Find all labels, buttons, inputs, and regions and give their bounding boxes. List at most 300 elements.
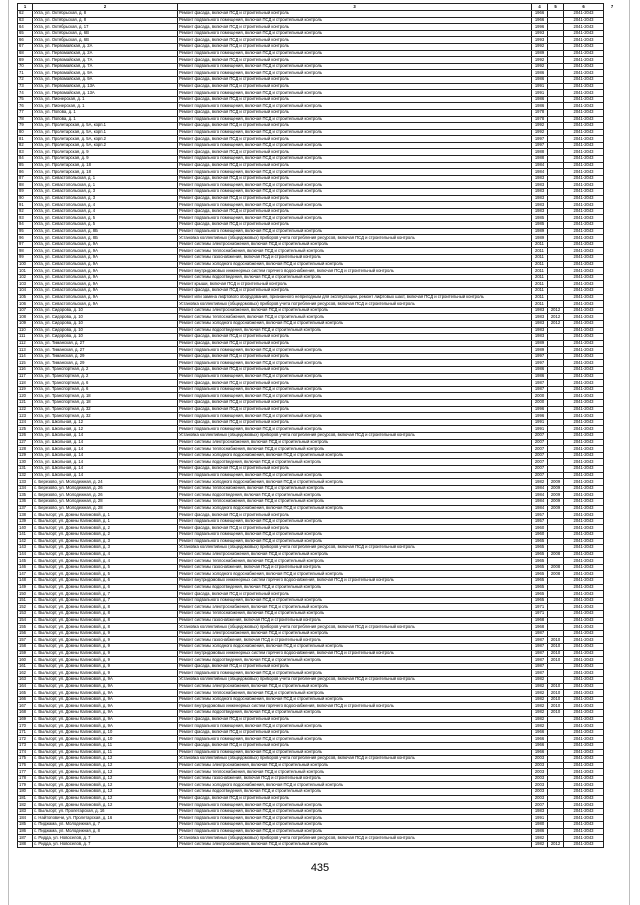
address: с. Выльгорт, ул. Домны Каликовой, д. 9А bbox=[33, 676, 178, 683]
address: Ухта, ул. Пролетарская, д. 5А, корп.1 bbox=[33, 123, 178, 130]
address: с. Выльгорт, ул. Домны Каликовой, д. 12 bbox=[33, 769, 178, 776]
table-row bbox=[18, 723, 621, 730]
last-repair-year: 2009 bbox=[548, 479, 564, 486]
last-repair-year bbox=[548, 340, 564, 347]
table-row bbox=[18, 479, 621, 486]
work-description: Ремонт подвального помещения, включая ПСД и строительный контроль bbox=[178, 518, 532, 525]
last-repair-year bbox=[548, 162, 564, 169]
table-row bbox=[18, 96, 621, 103]
row-number: 137 bbox=[18, 505, 33, 512]
commission-year: 1982 bbox=[532, 479, 548, 486]
last-repair-year bbox=[548, 334, 564, 341]
work-description: Ремонт системы холодного водоснабжения, включая ПСД и строительный контроль bbox=[178, 261, 532, 268]
commission-year: 2007 bbox=[532, 472, 548, 479]
last-repair-year bbox=[548, 419, 564, 426]
row-number: 143 bbox=[18, 545, 33, 552]
address: Ухта, ул. Севастопольская, д. 9А bbox=[33, 281, 178, 288]
table-row bbox=[18, 657, 621, 664]
table-row bbox=[18, 189, 621, 196]
work-description: Ремонт подвального помещения, включая ПСД и строительный контроль bbox=[178, 597, 532, 604]
planned-period: 2041-2043 bbox=[564, 162, 604, 169]
table-row bbox=[18, 676, 621, 683]
commission-year: 2007 bbox=[532, 446, 548, 453]
planned-period: 2041-2043 bbox=[564, 314, 604, 321]
address: с. Выльгорт, ул. Домны Каликовой, д. 1 bbox=[33, 518, 178, 525]
work-description: Ремонт подвального помещения, включая ПСД и строительный контроль bbox=[178, 228, 532, 235]
table-row bbox=[18, 498, 621, 505]
table-row bbox=[18, 426, 621, 433]
commission-year: 1988 bbox=[532, 149, 548, 156]
commission-year: 1987 bbox=[532, 644, 548, 651]
planned-period: 2041-2043 bbox=[564, 63, 604, 70]
last-repair-year bbox=[548, 380, 564, 387]
planned-period: 2041-2043 bbox=[564, 558, 604, 565]
address: с. Выльгорт, ул. Домны Каликовой, д. 7 bbox=[33, 597, 178, 604]
planned-period: 2041-2043 bbox=[564, 367, 604, 374]
planned-period: 2041-2043 bbox=[564, 360, 604, 367]
work-description: Ремонт подвального помещения, включая ПСД и строительный контроль bbox=[178, 50, 532, 57]
commission-year: 1992 bbox=[532, 123, 548, 130]
planned-period: 2041-2043 bbox=[564, 439, 604, 446]
work-description: Установка коллективных (общедомовых) приборов учета потребления ресурсов, включая ПСД и строительный контроль bbox=[178, 235, 532, 242]
work-description: Ремонт фасада, включая ПСД и строительный контроль bbox=[178, 37, 532, 44]
last-repair-year bbox=[548, 742, 564, 749]
last-repair-year bbox=[548, 789, 564, 796]
row-number: 138 bbox=[18, 512, 33, 519]
commission-year: 2007 bbox=[532, 459, 548, 466]
commission-year: 1986 bbox=[532, 76, 548, 83]
row-number: 181 bbox=[18, 795, 33, 802]
address: Ухта, ул. Пролетарская, д. 5А, корп.1 bbox=[33, 129, 178, 136]
commission-year: 1968 bbox=[532, 617, 548, 624]
address: с. Ридда, ул. Новоселов, д. 7 bbox=[33, 835, 178, 842]
planned-period: 2041-2043 bbox=[564, 789, 604, 796]
work-description: Ремонт подвального помещения, включая ПСД и строительный контроль bbox=[178, 373, 532, 380]
last-repair-year bbox=[548, 808, 564, 815]
last-repair-year bbox=[548, 584, 564, 591]
row-number: 129 bbox=[18, 452, 33, 459]
table-row bbox=[18, 782, 621, 789]
work-description: Ремонт фасада, включая ПСД и строительный контроль bbox=[178, 96, 532, 103]
address: с. Выльгорт, ул. Домны Каликовой, д. 9А bbox=[33, 690, 178, 697]
work-description: Ремонт фасада, включая ПСД и строительный контроль bbox=[178, 525, 532, 532]
row-number: 97 bbox=[18, 241, 33, 248]
row-number: 171 bbox=[18, 729, 33, 736]
last-repair-year bbox=[548, 611, 564, 618]
table-row bbox=[18, 320, 621, 327]
address: Ухта, ул. Севастопольская, д. 4 bbox=[33, 202, 178, 209]
table-row bbox=[18, 228, 621, 235]
table-row bbox=[18, 604, 621, 611]
table-row bbox=[18, 822, 621, 829]
planned-period: 2041-2043 bbox=[564, 756, 604, 763]
work-description: Ремонт фасада, включая ПСД и строительный контроль bbox=[178, 136, 532, 143]
row-number: 70 bbox=[18, 63, 33, 70]
last-repair-year bbox=[548, 749, 564, 756]
work-description: Ремонт подвального помещения, включая ПСД и строительный контроль bbox=[178, 413, 532, 420]
table-row bbox=[18, 709, 621, 716]
last-repair-year bbox=[548, 222, 564, 229]
last-repair-year bbox=[548, 413, 564, 420]
address: Ухта, ул. Севастопольская, д. 5 bbox=[33, 222, 178, 229]
address: Ухта, ул. Севастопольская, д. 9А bbox=[33, 254, 178, 261]
work-description: Ремонт подвального помещения, включая ПСД и строительный контроль bbox=[178, 116, 532, 123]
planned-period: 2041-2043 bbox=[564, 782, 604, 789]
address: с. Выльгорт, ул. Домны Каликовой, д. 9 bbox=[33, 630, 178, 637]
row-number: 87 bbox=[18, 175, 33, 182]
commission-year: 2011 bbox=[532, 248, 548, 255]
commission-year: 1991 bbox=[532, 90, 548, 97]
address: Ухта, ул. Тиманская, д. 29 bbox=[33, 360, 178, 367]
work-description: Ремонт подвального помещения, включая ПСД и строительный контроль bbox=[178, 17, 532, 24]
row-number: 142 bbox=[18, 538, 33, 545]
commission-year: 1978 bbox=[532, 116, 548, 123]
address: с. Выльгорт, ул. Домны Каликовой, д. 10 bbox=[33, 729, 178, 736]
work-description: Ремонт подвального помещения, включая ПСД и строительный контроль bbox=[178, 828, 532, 835]
work-description: Ремонт системы холодного водоснабжения, включая ПСД и строительный контроль bbox=[178, 320, 532, 327]
table-row bbox=[18, 749, 621, 756]
table-row bbox=[18, 215, 621, 222]
last-repair-year bbox=[548, 446, 564, 453]
last-repair-year bbox=[548, 393, 564, 400]
planned-period: 2041-2043 bbox=[564, 96, 604, 103]
last-repair-year bbox=[548, 228, 564, 235]
work-description: Ремонт подвального помещения, включая ПСД и строительный контроль bbox=[178, 182, 532, 189]
address: с. Выльгорт, ул. Домны Каликовой, д. 6 bbox=[33, 578, 178, 585]
work-description: Установка коллективных (общедомовых) приборов учета потребления ресурсов, включая ПСД и строительный контроль bbox=[178, 756, 532, 763]
address: с. Выльгорт, ул. Домны Каликовой, д. 9А bbox=[33, 723, 178, 730]
table-row bbox=[18, 433, 621, 440]
planned-period: 2041-2043 bbox=[564, 175, 604, 182]
address: Ухта, ул. Севастопольская, д. 8Б bbox=[33, 228, 178, 235]
address: Ухта, ул. Школьная, д. 14 bbox=[33, 439, 178, 446]
last-repair-year bbox=[548, 208, 564, 215]
row-number: 141 bbox=[18, 531, 33, 538]
last-repair-year: 2010 bbox=[548, 696, 564, 703]
planned-period: 2041-2043 bbox=[564, 676, 604, 683]
last-repair-year bbox=[548, 287, 564, 294]
commission-year: 1984 bbox=[532, 505, 548, 512]
planned-period: 2041-2043 bbox=[564, 729, 604, 736]
planned-period: 2041-2043 bbox=[564, 202, 604, 209]
row-number: 88 bbox=[18, 182, 33, 189]
table-row bbox=[18, 696, 621, 703]
row-number: 183 bbox=[18, 808, 33, 815]
column-number: 7 bbox=[610, 3, 614, 9]
commission-year: 1984 bbox=[532, 162, 548, 169]
planned-period: 2041-2043 bbox=[564, 393, 604, 400]
commission-year: 2007 bbox=[532, 439, 548, 446]
address: Ухта, ул. Первомайская, д. 7А bbox=[33, 63, 178, 70]
commission-year: 1965 bbox=[532, 584, 548, 591]
commission-year: 1986 bbox=[532, 373, 548, 380]
commission-year: 1980 bbox=[532, 822, 548, 829]
page-number: 435 bbox=[310, 862, 330, 874]
last-repair-year bbox=[548, 558, 564, 565]
row-number: 172 bbox=[18, 736, 33, 743]
row-number: 123 bbox=[18, 413, 33, 420]
address: с. Березово, ул. Молодежная, д. 24 bbox=[33, 479, 178, 486]
planned-period: 2041-2043 bbox=[564, 835, 604, 842]
row-number: 186 bbox=[18, 828, 33, 835]
row-number: 81 bbox=[18, 136, 33, 143]
address: с. Выльгорт, ул. Домны Каликовой, д. 12 bbox=[33, 775, 178, 782]
table-row bbox=[18, 327, 621, 334]
table-row bbox=[18, 400, 621, 407]
work-description: Ремонт подвального помещения, включая ПСД и строительный контроль bbox=[178, 202, 532, 209]
commission-year: 1982 bbox=[532, 696, 548, 703]
planned-period: 2041-2043 bbox=[564, 30, 604, 37]
commission-year: 2003 bbox=[532, 795, 548, 802]
work-description: Ремонт фасада, включая ПСД и строительный контроль bbox=[178, 591, 532, 598]
commission-year: 2011 bbox=[532, 281, 548, 288]
commission-year: 1984 bbox=[532, 498, 548, 505]
planned-period: 2041-2043 bbox=[564, 268, 604, 275]
address: с. Выльгорт, ул. Домны Каликовой, д. 12 bbox=[33, 802, 178, 809]
table-row bbox=[18, 156, 621, 163]
work-description: Ремонт подвального помещения, включая ПСД и строительный контроль bbox=[178, 670, 532, 677]
table-row bbox=[18, 578, 621, 585]
row-number: 91 bbox=[18, 202, 33, 209]
work-description: Ремонт системы водоотведения, включая ПСД и строительный контроль bbox=[178, 709, 532, 716]
planned-period: 2041-2043 bbox=[564, 591, 604, 598]
commission-year: 1987 bbox=[532, 380, 548, 387]
last-repair-year bbox=[548, 24, 564, 31]
commission-year: 2011 bbox=[532, 261, 548, 268]
column-number: 3 bbox=[178, 4, 532, 11]
address: Ухта, ул. Школьная, д. 12 bbox=[33, 419, 178, 426]
last-repair-year bbox=[548, 301, 564, 308]
work-description: Ремонт фасада, включая ПСД и строительный контроль bbox=[178, 742, 532, 749]
work-description: Ремонт системы водоотведения, включая ПСД и строительный контроль bbox=[178, 789, 532, 796]
address: с. Выльгорт, ул. Домны Каликовой, д. 9 bbox=[33, 663, 178, 670]
last-repair-year bbox=[548, 525, 564, 532]
row-number: 79 bbox=[18, 123, 33, 130]
work-description: Ремонт системы холодного водоснабжения, включая ПСД и строительный контроль bbox=[178, 782, 532, 789]
table-row bbox=[18, 439, 621, 446]
table-row bbox=[18, 551, 621, 558]
planned-period: 2041-2043 bbox=[564, 307, 604, 314]
planned-period: 2041-2043 bbox=[564, 136, 604, 143]
planned-period: 2041-2043 bbox=[564, 353, 604, 360]
commission-year: 1992 bbox=[532, 57, 548, 64]
planned-period: 2041-2043 bbox=[564, 617, 604, 624]
last-repair-year bbox=[548, 182, 564, 189]
table-body bbox=[18, 11, 621, 848]
planned-period: 2041-2043 bbox=[564, 723, 604, 730]
address: с. Выльгорт, ул. Домны Каликовой, д. 8 bbox=[33, 617, 178, 624]
commission-year: 1986 bbox=[532, 828, 548, 835]
work-description: Ремонт подвального помещения, включая ПСД и строительный контроль bbox=[178, 347, 532, 354]
work-description: Ремонт системы холодного водоснабжения, включая ПСД и строительный контроль bbox=[178, 452, 532, 459]
commission-year: 1991 bbox=[532, 815, 548, 822]
last-repair-year bbox=[548, 472, 564, 479]
last-repair-year: 2010 bbox=[548, 637, 564, 644]
address: Ухта, ул. Школьная, д. 14 bbox=[33, 459, 178, 466]
row-number: 95 bbox=[18, 228, 33, 235]
row-number: 94 bbox=[18, 222, 33, 229]
address: Ухта, ул. Первомайская, д. 9А bbox=[33, 70, 178, 77]
address: Ухта, ул. Севастопольская, д. 4 bbox=[33, 208, 178, 215]
work-description: Ремонт фасада, включая ПСД и строительный контроль bbox=[178, 716, 532, 723]
planned-period: 2041-2043 bbox=[564, 215, 604, 222]
last-repair-year bbox=[548, 17, 564, 24]
commission-year: 1966 bbox=[532, 11, 548, 18]
table-row bbox=[18, 83, 621, 90]
work-description: Ремонт или замена лифтового оборудования, признанного непригодным для эксплуатации, ремонт лифтовых шахт, включая ПСД и строительный контроль bbox=[178, 294, 532, 301]
address: с. Выльгорт, ул. Домны Каликовой, д. 9А bbox=[33, 703, 178, 710]
last-repair-year bbox=[548, 142, 564, 149]
planned-period: 2041-2043 bbox=[564, 228, 604, 235]
work-description: Ремонт внутридомовых инженерных систем горячего водоснабжения, включая ПСД и строительный контроль bbox=[178, 703, 532, 710]
work-description: Ремонт внутридомовых инженерных систем горячего водоснабжения, включая ПСД и строительный контроль bbox=[178, 650, 532, 657]
last-repair-year bbox=[548, 268, 564, 275]
planned-period: 2041-2043 bbox=[564, 57, 604, 64]
row-number: 179 bbox=[18, 782, 33, 789]
row-number: 148 bbox=[18, 578, 33, 585]
last-repair-year bbox=[548, 294, 564, 301]
work-description: Ремонт системы холодного водоснабжения, включая ПСД и строительный контроль bbox=[178, 696, 532, 703]
work-description: Ремонт фасада, включая ПСД и строительный контроль bbox=[178, 57, 532, 64]
address: с. Выльгорт, ул. Домны Каликовой, д. 9 bbox=[33, 657, 178, 664]
planned-period: 2041-2043 bbox=[564, 320, 604, 327]
row-number: 177 bbox=[18, 769, 33, 776]
work-description: Ремонт фасада, включая ПСД и строительный контроль bbox=[178, 123, 532, 130]
last-repair-year bbox=[548, 360, 564, 367]
commission-year: 1993 bbox=[532, 30, 548, 37]
commission-year: 1982 bbox=[532, 703, 548, 710]
commission-year: 1983 bbox=[532, 327, 548, 334]
commission-year: 1997 bbox=[532, 136, 548, 143]
table-row bbox=[18, 538, 621, 545]
commission-year: 1997 bbox=[532, 353, 548, 360]
planned-period: 2041-2043 bbox=[564, 597, 604, 604]
last-repair-year: 2012 bbox=[548, 307, 564, 314]
table-row bbox=[18, 663, 621, 670]
planned-period: 2041-2043 bbox=[564, 657, 604, 664]
planned-period: 2041-2043 bbox=[564, 709, 604, 716]
last-repair-year bbox=[548, 43, 564, 50]
planned-period: 2041-2043 bbox=[564, 37, 604, 44]
last-repair-year bbox=[548, 459, 564, 466]
work-description: Ремонт подвального помещения, включая ПСД и строительный контроль bbox=[178, 426, 532, 433]
planned-period: 2041-2043 bbox=[564, 822, 604, 829]
planned-period: 2041-2043 bbox=[564, 83, 604, 90]
last-repair-year bbox=[548, 545, 564, 552]
table-row bbox=[18, 789, 621, 796]
row-number: 131 bbox=[18, 465, 33, 472]
address: с. Пиджама, ул. Молодежная, д. 8 bbox=[33, 828, 178, 835]
last-repair-year bbox=[548, 367, 564, 374]
planned-period: 2041-2043 bbox=[564, 294, 604, 301]
work-description: Ремонт подвального помещения, включая ПСД и строительный контроль bbox=[178, 393, 532, 400]
commission-year: 1987 bbox=[532, 670, 548, 677]
commission-year: 1986 bbox=[532, 103, 548, 110]
work-description: Ремонт подвального помещения, включая ПСД и строительный контроль bbox=[178, 749, 532, 756]
table-row bbox=[18, 564, 621, 571]
commission-year: 1965 bbox=[532, 571, 548, 578]
row-number: 154 bbox=[18, 617, 33, 624]
planned-period: 2041-2043 bbox=[564, 129, 604, 136]
planned-period: 2041-2043 bbox=[564, 406, 604, 413]
commission-year: 1966 bbox=[532, 742, 548, 749]
row-number: 114 bbox=[18, 353, 33, 360]
row-number: 96 bbox=[18, 235, 33, 242]
row-number: 98 bbox=[18, 248, 33, 255]
address: Ухта, ул. Транспортная, д. 2 bbox=[33, 367, 178, 374]
commission-year: 1982 bbox=[532, 841, 548, 848]
table-row bbox=[18, 103, 621, 110]
planned-period: 2041-2043 bbox=[564, 802, 604, 809]
commission-year: 2000 bbox=[532, 393, 548, 400]
address: Ухта, ул. Севастопольская, д. 1 bbox=[33, 175, 178, 182]
planned-period: 2041-2043 bbox=[564, 103, 604, 110]
planned-period: 2041-2043 bbox=[564, 538, 604, 545]
table-row bbox=[18, 802, 621, 809]
work-description: Ремонт системы газоснабжения, включая ПСД и строительный контроль bbox=[178, 637, 532, 644]
last-repair-year bbox=[548, 281, 564, 288]
table-row bbox=[18, 446, 621, 453]
planned-period: 2041-2043 bbox=[564, 775, 604, 782]
commission-year: 1965 bbox=[532, 558, 548, 565]
table-row bbox=[18, 353, 621, 360]
commission-year: 1982 bbox=[532, 716, 548, 723]
planned-period: 2041-2043 bbox=[564, 169, 604, 176]
commission-year: 1993 bbox=[532, 37, 548, 44]
row-number: 86 bbox=[18, 169, 33, 176]
table-row bbox=[18, 419, 621, 426]
last-repair-year bbox=[548, 241, 564, 248]
work-description: Ремонт подвального помещения, включая ПСД и строительный контроль bbox=[178, 63, 532, 70]
commission-year: 2003 bbox=[532, 789, 548, 796]
planned-period: 2041-2043 bbox=[564, 828, 604, 835]
planned-period: 2041-2043 bbox=[564, 433, 604, 440]
last-repair-year bbox=[548, 353, 564, 360]
planned-period: 2041-2043 bbox=[564, 195, 604, 202]
work-description: Ремонт подвального помещения, включая ПСД и строительный контроль bbox=[178, 360, 532, 367]
planned-period: 2041-2043 bbox=[564, 426, 604, 433]
commission-year: 1965 bbox=[532, 564, 548, 571]
planned-period: 2041-2043 bbox=[564, 11, 604, 18]
last-repair-year bbox=[548, 248, 564, 255]
table-row bbox=[18, 254, 621, 261]
row-number: 161 bbox=[18, 663, 33, 670]
address: Ухта, ул. Транспортная, д. 6 bbox=[33, 380, 178, 387]
table-row bbox=[18, 545, 621, 552]
work-description: Ремонт системы теплоснабжения, включая ПСД и строительный контроль bbox=[178, 248, 532, 255]
work-description: Ремонт системы газоснабжения, включая ПСД и строительный контроль bbox=[178, 617, 532, 624]
work-description: Ремонт подвального помещения, включая ПСД и строительный контроль bbox=[178, 215, 532, 222]
work-description: Ремонт системы теплоснабжения, включая ПСД и строительный контроль bbox=[178, 485, 532, 492]
row-number: 155 bbox=[18, 624, 33, 631]
commission-year: 1965 bbox=[532, 591, 548, 598]
row-number: 182 bbox=[18, 802, 33, 809]
commission-year: 1983 bbox=[532, 195, 548, 202]
commission-year: 1982 bbox=[532, 835, 548, 842]
address: с. Выльгорт, ул. Домны Каликовой, д. 10 bbox=[33, 736, 178, 743]
planned-period: 2041-2043 bbox=[564, 149, 604, 156]
column-number: 5 bbox=[548, 4, 564, 11]
work-description: Ремонт фасада, включая ПСД и строительный контроль bbox=[178, 76, 532, 83]
commission-year: 2003 bbox=[532, 756, 548, 763]
row-number: 180 bbox=[18, 789, 33, 796]
table-row bbox=[18, 512, 621, 519]
planned-period: 2041-2043 bbox=[564, 531, 604, 538]
table-row bbox=[18, 175, 621, 182]
work-description: Ремонт фасада, включая ПСД и строительный контроль bbox=[178, 175, 532, 182]
work-description: Ремонт подвального помещения, включая ПСД и строительный контроль bbox=[178, 802, 532, 809]
row-number: 119 bbox=[18, 386, 33, 393]
